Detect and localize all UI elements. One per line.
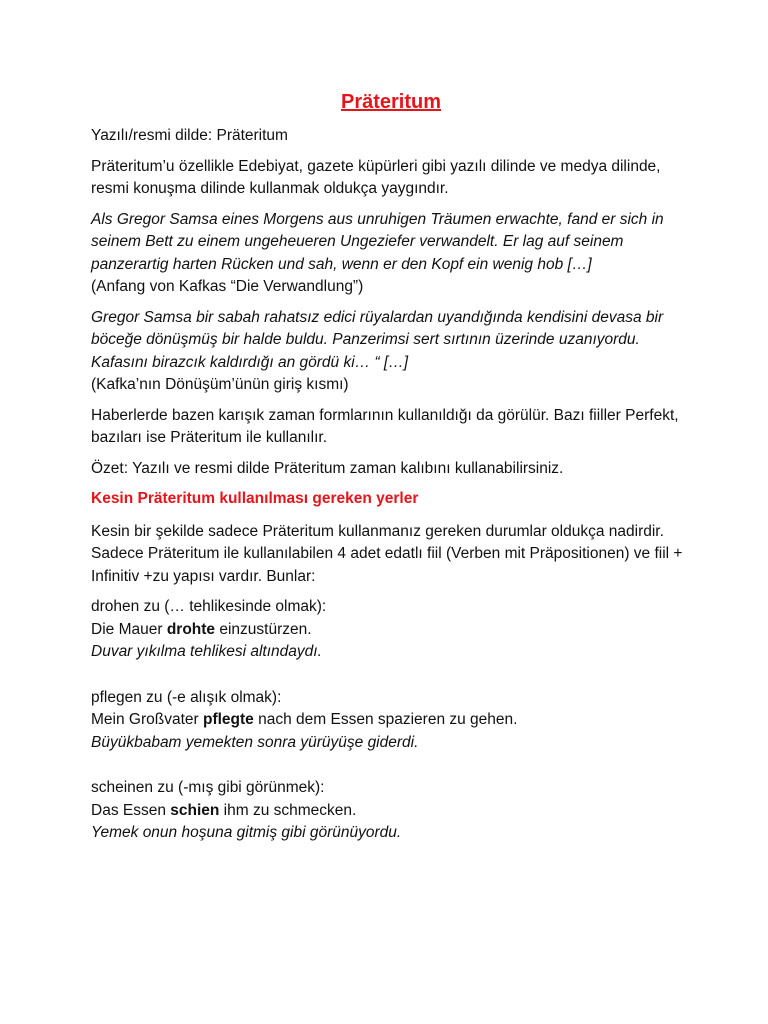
example-scheinen xyxy=(91,777,691,845)
sentence-verb-bold: drohte xyxy=(166,620,216,638)
sentence-pre: Die Mauer xyxy=(91,620,167,638)
example-sentence xyxy=(91,800,691,823)
kafka-turkish-quote xyxy=(91,307,691,397)
sentence-post: nach dem Essen spazieren zu gehen. xyxy=(253,711,518,728)
example-drohen xyxy=(91,596,691,664)
kafka-german-quote xyxy=(91,209,691,299)
example-translation: Duvar yıkılma tehlikesi altındaydı. xyxy=(91,643,322,660)
kafka-turkish-source: (Kafka’nın Dönüşüm’ünün giriş kısmı) xyxy=(91,376,349,393)
example-pflegen xyxy=(91,687,691,755)
example-translation: Yemek onun hoşuna gitmiş gibi görünüyordu. xyxy=(91,824,402,841)
section-heading: Kesin Präteritum kullanılması gereken yerler xyxy=(91,490,419,507)
example-verb: drohen zu (… tehlikesinde olmak): xyxy=(91,598,327,615)
example-translation: Büyükbabam yemekten sonra yürüyüşe giderdi. xyxy=(91,733,419,751)
example-sentence xyxy=(91,709,691,732)
kafka-turkish-text: Gregor Samsa bir sabah rahatsız edici rüyalardan uyandığında kendisini devasa bir böceğe dönüşmüş bir halde buldu. Panzerimsi sert sırtının üzerinde uzanıyordu. Kafasını birazcık kaldırdığı an gördü ki… “ […] xyxy=(91,308,664,371)
kafka-german-source: (Anfang von Kafkas “Die Verwandlung”) xyxy=(91,278,364,295)
example-verb: pflegen zu (-e alışık olmak): xyxy=(91,688,282,706)
sentence-post: ihm zu schmecken. xyxy=(219,801,357,819)
sentence-post: einzustürzen. xyxy=(215,620,312,638)
page-title: Präteritum xyxy=(340,91,442,113)
sentence-verb-bold: schien xyxy=(170,801,220,819)
document-page xyxy=(91,88,691,868)
sentence-pre: Das Essen xyxy=(91,801,171,819)
usage-paragraph: Präteritum’u özellikle Edebiyat, gazete küpürleri gibi yazılı dilinde ve medya dilinde, resmi konuşma dilinde kullanmak oldukça yaygındır. xyxy=(91,157,661,197)
sentence-pre: Mein Großvater xyxy=(91,711,203,728)
sentence-verb-bold: pflegte xyxy=(202,711,254,728)
news-paragraph: Haberlerde bazen karışık zaman formlarının kullanıldığı da görülür. Bazı fiiller Perfekt, bazıları ise Präteritum ile kullanılır. xyxy=(91,406,679,446)
section-paragraph: Kesin bir şekilde sadece Präteritum kullanmanız gereken durumlar oldukça nadirdir. Sadece Präteritum ile kullanılabilen 4 adet edatlı fiil (Verben mit Präpositionen) ve fiil + Infinitiv +zu yapısı vardır. Bunlar: xyxy=(91,522,683,585)
summary-paragraph: Özet: Yazılı ve resmi dilde Präteritum zaman kalıbını kullanabilirsiniz. xyxy=(91,459,564,477)
example-sentence xyxy=(91,619,691,642)
intro-line: Yazılı/resmi dilde: Präteritum xyxy=(91,127,288,144)
kafka-german-text: Als Gregor Samsa eines Morgens aus unruhigen Träumen erwachte, fand er sich in seinem Bett zu einem ungeheueren Ungeziefer verwandelt. Er lag auf seinem panzerartig harten Rücken und sah, wenn er den Kopf ein wenig hob […] xyxy=(91,210,664,273)
example-verb: scheinen zu (-mış gibi görünmek): xyxy=(91,779,325,796)
